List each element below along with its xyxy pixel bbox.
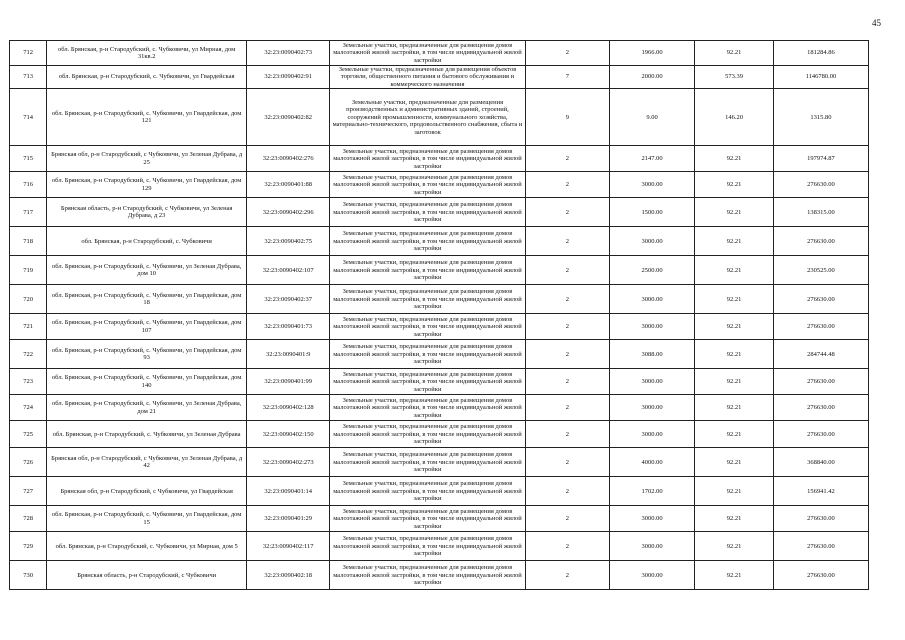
use-group-cell: 2 — [525, 506, 609, 532]
use-group-cell: 2 — [525, 532, 609, 561]
table-row — [10, 198, 869, 227]
address-cell: обл. Брянская, р-н Стародубский, с. Чубковичи, ул Зеленая Дубрава, дом 10 — [47, 256, 247, 285]
area-cell: 1500.00 — [609, 198, 694, 227]
row-number-cell: 726 — [10, 448, 47, 477]
area-cell: 2500.00 — [609, 256, 694, 285]
table-row — [10, 285, 869, 314]
cadastral-number-cell: 32:23:0090402:296 — [247, 198, 330, 227]
land-use-cell: Земельные участки, предназначенные для размещения домов малоэтажной жилой застройки, в том числе индивидуальной жилой застройки — [330, 506, 526, 532]
cadastral-number-cell: 32:23:0090402:82 — [247, 89, 330, 146]
use-group-cell: 2 — [525, 227, 609, 256]
use-group-cell: 2 — [525, 395, 609, 421]
land-use-cell: Земельные участки, предназначенные для размещения домов малоэтажной жилой застройки, в том числе индивидуальной жилой застройки — [330, 172, 526, 198]
page-number: 45 — [872, 18, 881, 28]
cadastral-value-cell: 276630.00 — [773, 506, 868, 532]
cadastral-number-cell: 32:23:0090402:37 — [247, 285, 330, 314]
cadastral-value-cell: 276630.00 — [773, 532, 868, 561]
cadastral-value-cell: 368840.00 — [773, 448, 868, 477]
row-number-cell: 720 — [10, 285, 47, 314]
cadastral-number-cell: 32:23:0090402:107 — [247, 256, 330, 285]
use-group-cell: 2 — [525, 421, 609, 448]
address-cell: обл. Брянская, р-н Стародубский, с. Чубковичи, ул Мирная, дом 31кв.2 — [47, 41, 247, 66]
address-cell: Брянская обл, р-н Стародубский, с Чубковичи, ул Гвардейская — [47, 477, 247, 506]
area-cell: 3000.00 — [609, 369, 694, 395]
use-group-cell: 2 — [525, 172, 609, 198]
use-group-cell: 7 — [525, 66, 609, 89]
cadastral-value-cell: 197974.87 — [773, 146, 868, 172]
land-use-cell: Земельные участки, предназначенные для размещения домов малоэтажной жилой застройки, в том числе индивидуальной жилой застройки — [330, 198, 526, 227]
row-number-cell: 718 — [10, 227, 47, 256]
row-number-cell: 719 — [10, 256, 47, 285]
table-body — [10, 41, 869, 590]
address-cell: обл. Брянская, р-н Стародубский, с. Чубковичи, ул Гвардейская, дом 93 — [47, 340, 247, 369]
specific-value-cell: 92.21 — [695, 227, 774, 256]
table-row — [10, 561, 869, 590]
table-row — [10, 227, 869, 256]
specific-value-cell: 92.21 — [695, 369, 774, 395]
table-row — [10, 421, 869, 448]
table-row — [10, 314, 869, 340]
land-use-cell: Земельные участки, предназначенные для размещения домов малоэтажной жилой застройки, в том числе индивидуальной жилой застройки — [330, 421, 526, 448]
specific-value-cell: 92.21 — [695, 256, 774, 285]
row-number-cell: 727 — [10, 477, 47, 506]
table-row — [10, 41, 869, 66]
row-number-cell: 717 — [10, 198, 47, 227]
address-cell: Брянская область, р-н Стародубский, с Чубковичи — [47, 561, 247, 590]
land-use-cell: Земельные участки, предназначенные для размещения домов малоэтажной жилой застройки, в том числе индивидуальной жилой застройки — [330, 561, 526, 590]
address-cell: обл. Брянская, р-н Стародубский, с. Чубковичи, ул Гвардейская, дом 140 — [47, 369, 247, 395]
cadastral-number-cell: 32:23:0090401:88 — [247, 172, 330, 198]
area-cell: 3000.00 — [609, 561, 694, 590]
specific-value-cell: 92.21 — [695, 477, 774, 506]
use-group-cell: 2 — [525, 256, 609, 285]
row-number-cell: 722 — [10, 340, 47, 369]
cadastral-value-cell: 276630.00 — [773, 314, 868, 340]
cadastral-value-cell: 276630.00 — [773, 285, 868, 314]
area-cell: 2147.00 — [609, 146, 694, 172]
table-row — [10, 146, 869, 172]
land-use-cell: Земельные участки, предназначенные для размещения домов малоэтажной жилой застройки, в том числе индивидуальной жилой застройки — [330, 146, 526, 172]
address-cell: обл. Брянская, р-н Стародубский, с. Чубковичи, ул Зеленая Дубрава, дом 21 — [47, 395, 247, 421]
land-use-cell: Земельные участки, предназначенные для размещения объектов торговли, общественного питания и бытового обслуживания и коммерческого назначения — [330, 66, 526, 89]
specific-value-cell: 92.21 — [695, 448, 774, 477]
table-row — [10, 369, 869, 395]
table-row — [10, 532, 869, 561]
cadastral-value-cell: 276630.00 — [773, 561, 868, 590]
land-use-cell: Земельные участки, предназначенные для размещения производственных и административных зданий, строений, сооружений промышленности, коммунального хозяйства, материально-технического, продовольственного снабжения, сбыта и заготовок — [330, 89, 526, 146]
land-use-cell: Земельные участки, предназначенные для размещения домов малоэтажной жилой застройки, в том числе индивидуальной жилой застройки — [330, 395, 526, 421]
land-use-cell: Земельные участки, предназначенные для размещения домов малоэтажной жилой застройки, в том числе индивидуальной жилой застройки — [330, 256, 526, 285]
row-number-cell: 712 — [10, 41, 47, 66]
specific-value-cell: 573.39 — [695, 66, 774, 89]
area-cell: 3000.00 — [609, 285, 694, 314]
address-cell: обл. Брянская, р-н Стародубский, с. Чубковичи, ул Гвардейская, дом 121 — [47, 89, 247, 146]
table-row — [10, 66, 869, 89]
table-row — [10, 172, 869, 198]
address-cell: обл. Брянская, р-н Стародубский, с. Чубковичи, ул Гвардейская, дом 15 — [47, 506, 247, 532]
land-use-cell: Земельные участки, предназначенные для размещения домов малоэтажной жилой застройки, в том числе индивидуальной жилой застройки — [330, 314, 526, 340]
address-cell: обл. Брянская, р-н Стародубский, с. Чубковичи, ул Мирная, дом 5 — [47, 532, 247, 561]
use-group-cell: 2 — [525, 448, 609, 477]
cadastral-value-cell: 276630.00 — [773, 227, 868, 256]
table-row — [10, 506, 869, 532]
table-row — [10, 89, 869, 146]
cadastral-value-cell: 276630.00 — [773, 172, 868, 198]
row-number-cell: 715 — [10, 146, 47, 172]
use-group-cell: 2 — [525, 561, 609, 590]
use-group-cell: 9 — [525, 89, 609, 146]
cadastral-number-cell: 32:23:0090402:75 — [247, 227, 330, 256]
area-cell: 3000.00 — [609, 314, 694, 340]
table-row — [10, 395, 869, 421]
address-cell: Брянская область, р-н Стародубский, с Чубковичи, ул Зеленая Дубрава, д 23 — [47, 198, 247, 227]
cadastral-number-cell: 32:23:0090401:14 — [247, 477, 330, 506]
land-use-cell: Земельные участки, предназначенные для размещения домов малоэтажной жилой застройки, в том числе индивидуальной жилой застройки — [330, 532, 526, 561]
address-cell: обл. Брянская, р-н Стародубский, с. Чубковичи, ул Гвардейская, дом 129 — [47, 172, 247, 198]
cadastral-number-cell: 32:23:0090402:18 — [247, 561, 330, 590]
row-number-cell: 723 — [10, 369, 47, 395]
cadastral-value-cell: 276630.00 — [773, 421, 868, 448]
cadastral-number-cell: 32:23:0090402:150 — [247, 421, 330, 448]
address-cell: Брянская обл, р-н Стародубский, с Чубковичи, ул Зеленая Дубрава, д 25 — [47, 146, 247, 172]
cadastral-number-cell: 32:23:0090401:99 — [247, 369, 330, 395]
table-row — [10, 340, 869, 369]
specific-value-cell: 92.21 — [695, 314, 774, 340]
area-cell: 4000.00 — [609, 448, 694, 477]
use-group-cell: 2 — [525, 198, 609, 227]
use-group-cell: 2 — [525, 340, 609, 369]
area-cell: 3000.00 — [609, 532, 694, 561]
land-use-cell: Земельные участки, предназначенные для размещения домов малоэтажной жилой застройки, в том числе индивидуальной жилой застройки — [330, 448, 526, 477]
specific-value-cell: 92.21 — [695, 532, 774, 561]
cadastral-value-table — [9, 40, 869, 590]
land-use-cell: Земельные участки, предназначенные для размещения домов малоэтажной жилой застройки, в том числе индивидуальной жилой застройки — [330, 340, 526, 369]
table-row — [10, 477, 869, 506]
address-cell: обл. Брянская, р-н Стародубский, с. Чубковичи, ул Гвардейская, дом 18 — [47, 285, 247, 314]
row-number-cell: 729 — [10, 532, 47, 561]
cadastral-value-cell: 1315.80 — [773, 89, 868, 146]
area-cell: 3088.00 — [609, 340, 694, 369]
specific-value-cell: 92.21 — [695, 285, 774, 314]
cadastral-value-cell: 284744.48 — [773, 340, 868, 369]
row-number-cell: 716 — [10, 172, 47, 198]
area-cell: 3000.00 — [609, 421, 694, 448]
area-cell: 3000.00 — [609, 172, 694, 198]
area-cell: 3000.00 — [609, 506, 694, 532]
row-number-cell: 724 — [10, 395, 47, 421]
area-cell: 9.00 — [609, 89, 694, 146]
address-cell: обл. Брянская, р-н Стародубский, с. Чубковичи, ул Зеленая Дубрава — [47, 421, 247, 448]
table-row — [10, 448, 869, 477]
land-use-cell: Земельные участки, предназначенные для размещения домов малоэтажной жилой застройки, в том числе индивидуальной жилой застройки — [330, 41, 526, 66]
cadastral-number-cell: 32:23:0090401:9 — [247, 340, 330, 369]
specific-value-cell: 146.20 — [695, 89, 774, 146]
area-cell: 1966.00 — [609, 41, 694, 66]
cadastral-value-cell: 230525.00 — [773, 256, 868, 285]
specific-value-cell: 92.21 — [695, 198, 774, 227]
use-group-cell: 2 — [525, 146, 609, 172]
address-cell: Брянская обл, р-н Стародубский, с Чубковичи, ул Зеленая Дубрава, д 42 — [47, 448, 247, 477]
use-group-cell: 2 — [525, 369, 609, 395]
row-number-cell: 728 — [10, 506, 47, 532]
row-number-cell: 714 — [10, 89, 47, 146]
cadastral-number-cell: 32:23:0090402:73 — [247, 41, 330, 66]
address-cell: обл. Брянская, р-н Стародубский, с. Чубковичи — [47, 227, 247, 256]
use-group-cell: 2 — [525, 41, 609, 66]
use-group-cell: 2 — [525, 285, 609, 314]
specific-value-cell: 92.21 — [695, 561, 774, 590]
cadastral-value-cell: 1146780.00 — [773, 66, 868, 89]
specific-value-cell: 92.21 — [695, 395, 774, 421]
row-number-cell: 730 — [10, 561, 47, 590]
specific-value-cell: 92.21 — [695, 340, 774, 369]
row-number-cell: 713 — [10, 66, 47, 89]
specific-value-cell: 92.21 — [695, 172, 774, 198]
area-cell: 3000.00 — [609, 395, 694, 421]
cadastral-number-cell: 32:23:0090401:73 — [247, 314, 330, 340]
cadastral-number-cell: 32:23:0090402:276 — [247, 146, 330, 172]
row-number-cell: 725 — [10, 421, 47, 448]
cadastral-value-cell: 276630.00 — [773, 369, 868, 395]
specific-value-cell: 92.21 — [695, 146, 774, 172]
cadastral-value-cell: 276630.00 — [773, 395, 868, 421]
cadastral-number-cell: 32:23:0090402:91 — [247, 66, 330, 89]
specific-value-cell: 92.21 — [695, 421, 774, 448]
land-use-cell: Земельные участки, предназначенные для размещения домов малоэтажной жилой застройки, в том числе индивидуальной жилой застройки — [330, 477, 526, 506]
specific-value-cell: 92.21 — [695, 506, 774, 532]
cadastral-value-cell: 138315.00 — [773, 198, 868, 227]
cadastral-value-cell: 181284.86 — [773, 41, 868, 66]
specific-value-cell: 92.21 — [695, 41, 774, 66]
row-number-cell: 721 — [10, 314, 47, 340]
land-use-cell: Земельные участки, предназначенные для размещения домов малоэтажной жилой застройки, в том числе индивидуальной жилой застройки — [330, 227, 526, 256]
cadastral-number-cell: 32:23:0090402:117 — [247, 532, 330, 561]
cadastral-value-cell: 156941.42 — [773, 477, 868, 506]
land-use-cell: Земельные участки, предназначенные для размещения домов малоэтажной жилой застройки, в том числе индивидуальной жилой застройки — [330, 369, 526, 395]
area-cell: 1702.00 — [609, 477, 694, 506]
cadastral-number-cell: 32:23:0090401:29 — [247, 506, 330, 532]
area-cell: 2000.00 — [609, 66, 694, 89]
address-cell: обл. Брянская, р-н Стародубский, с. Чубковичи, ул Гвардейская, дом 107 — [47, 314, 247, 340]
area-cell: 3000.00 — [609, 227, 694, 256]
cadastral-number-cell: 32:23:0090402:273 — [247, 448, 330, 477]
use-group-cell: 2 — [525, 314, 609, 340]
address-cell: обл. Брянская, р-н Стародубский, с. Чубковичи, ул Гвардейская — [47, 66, 247, 89]
cadastral-number-cell: 32:23:0090402:128 — [247, 395, 330, 421]
land-use-cell: Земельные участки, предназначенные для размещения домов малоэтажной жилой застройки, в том числе индивидуальной жилой застройки — [330, 285, 526, 314]
use-group-cell: 2 — [525, 477, 609, 506]
table-row — [10, 256, 869, 285]
